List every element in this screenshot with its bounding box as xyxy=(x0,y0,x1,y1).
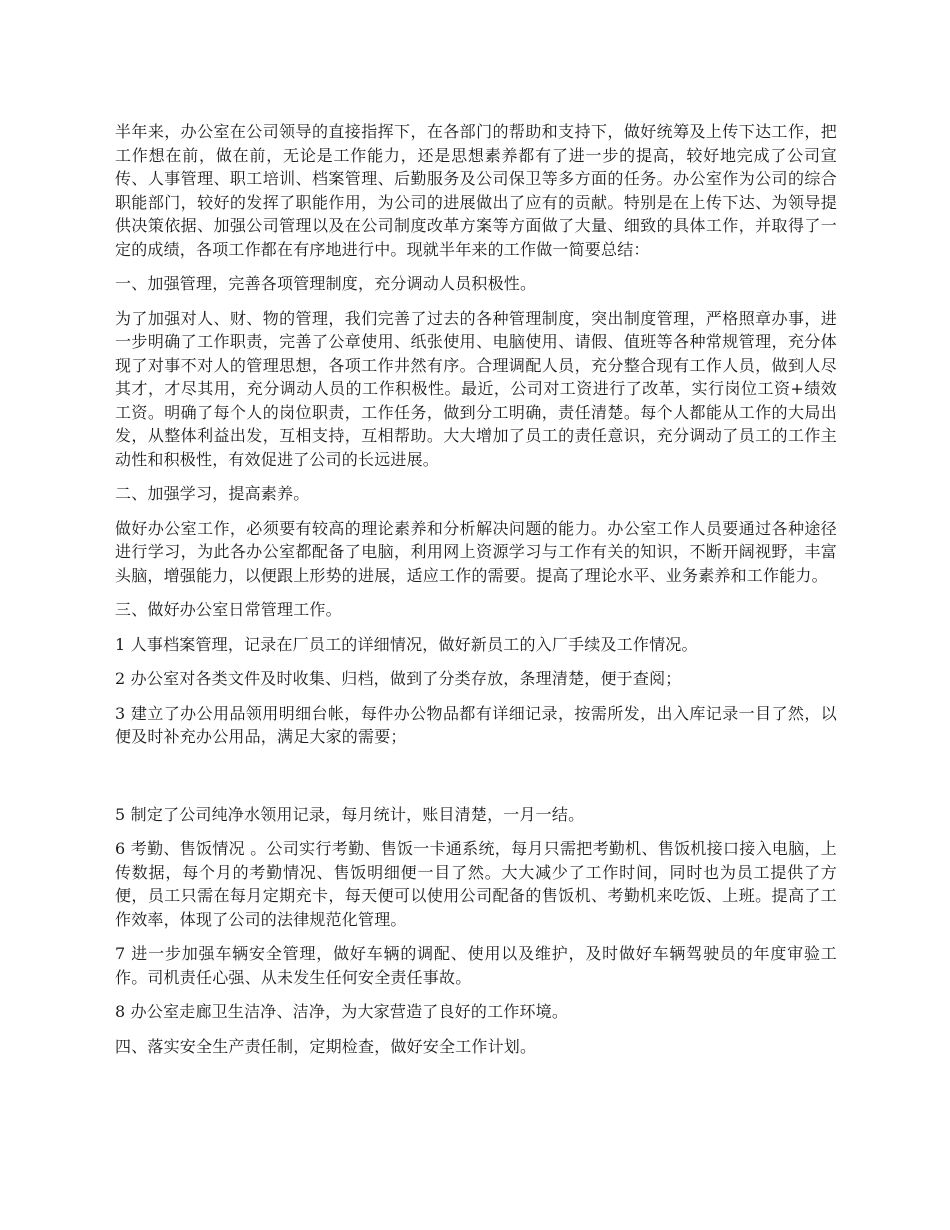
intro-paragraph: 半年来，办公室在公司领导的直接指挥下，在各部门的帮助和支持下，做好统筹及上传下达工作，把工作想在前，做在前，无论是工作能力，还是思想素养都有了进一步的提高，较好地完成了公司宣传、人事管理、职工培训、档案管理、后勤服务及公司保卫等多方面的任务。办公室作为公司的综合职能部门，较好的发挥了职能作用，为公司的进展做出了应有的贡献。特别是在上传下达、为领导提供决策依据、加强公司管理以及在公司制度改革方案等方面做了大量、细致的具体工作，并取得了一定的成绩，各项工作都在有序地进行中。现就半年来的工作做一简要总结： xyxy=(115,122,837,259)
list-item-3: 3 建立了办公用品领用明细台帐，每件办公物品都有详细记录，按需所发，出入库记录一目了然，以便及时补充办公用品，满足大家的需要； xyxy=(115,703,837,746)
section-heading-1: 一、加强管理，完善各项管理制度，充分调动人员积极性。 xyxy=(115,274,537,293)
list-item-8: 8 办公室走廊卫生洁净、洁净，为大家营造了良好的工作环境。 xyxy=(115,1002,569,1021)
section-heading-2: 二、加强学习，提高素养。 xyxy=(115,484,310,503)
document-body xyxy=(115,120,837,1069)
section-1-paragraph: 为了加强对人、财、物的管理，我们完善了过去的各种管理制度，突出制度管理，严格照章办事，进一步明确了工作职责，完善了公章使用、纸张使用、电脑使用、请假、值班等各种常规管理，充分体现了对事不对人的管理思想，各项工作井然有序。合理调配人员，充分整合现有工作人员，做到人尽其才，才尽其用，充分调动人员的工作积极性。最近，公司对工资进行了改革，实行岗位工资+绩效工资。明确了每个人的岗位职责，工作任务，做到分工明确，责任清楚。每个人都能从工作的大局出发，从整体利益出发，互相支持，互相帮助。大大增加了员工的责任意识，充分调动了员工的工作主动性和积极性，有效促进了公司的长远进展。 xyxy=(115,308,837,469)
list-item-1: 1 人事档案管理，记录在厂员工的详细情况，做好新员工的入厂手续及工作情况。 xyxy=(115,634,698,654)
list-item-7: 7 进一步加强车辆安全管理，做好车辆的调配、使用以及维护，及时做好车辆驾驶员的年度审验工作。司机责任心强、从未发生任何安全责任事故。 xyxy=(115,944,837,987)
blank-space xyxy=(115,760,837,803)
section-heading-3: 三、做好办公室日常管理工作。 xyxy=(115,600,342,619)
section-heading-4: 四、落实安全生产责任制，定期检查，做好安全工作计划。 xyxy=(115,1036,537,1056)
list-item-2: 2 办公室对各类文件及时收集、归档，做到了分类存放，条理清楚，便于查阅； xyxy=(115,669,682,688)
list-item-5: 5 制定了公司纯净水领用记录，每月统计，账目清楚，一月一结。 xyxy=(115,804,585,824)
list-item-6: 6 考勤、售饭情况 。公司实行考勤、售饭一卡通系统，每月只需把考勤机、售饭机接口接入电脑，上传数据，每个月的考勤情况、售饭明细便一目了然。大大减少了工作时间，同时也为员工提供了方便，员工只需在每月定期充卡，每天便可以使用公司配备的售饭机、考勤机来吃饭、上班。提高了工作效率，体现了公司的法律规范化管理。 xyxy=(115,839,837,929)
section-2-paragraph: 做好办公室工作，必须要有较高的理论素养和分析解决问题的能力。办公室工作人员要通过各种途径进行学习，为此各办公室都配备了电脑，利用网上资源学习与工作有关的知识，不断开阔视野，丰富头脑，增强能力，以便跟上形势的进展，适应工作的需要。提高了理论水平、业务素养和工作能力。 xyxy=(115,518,837,585)
